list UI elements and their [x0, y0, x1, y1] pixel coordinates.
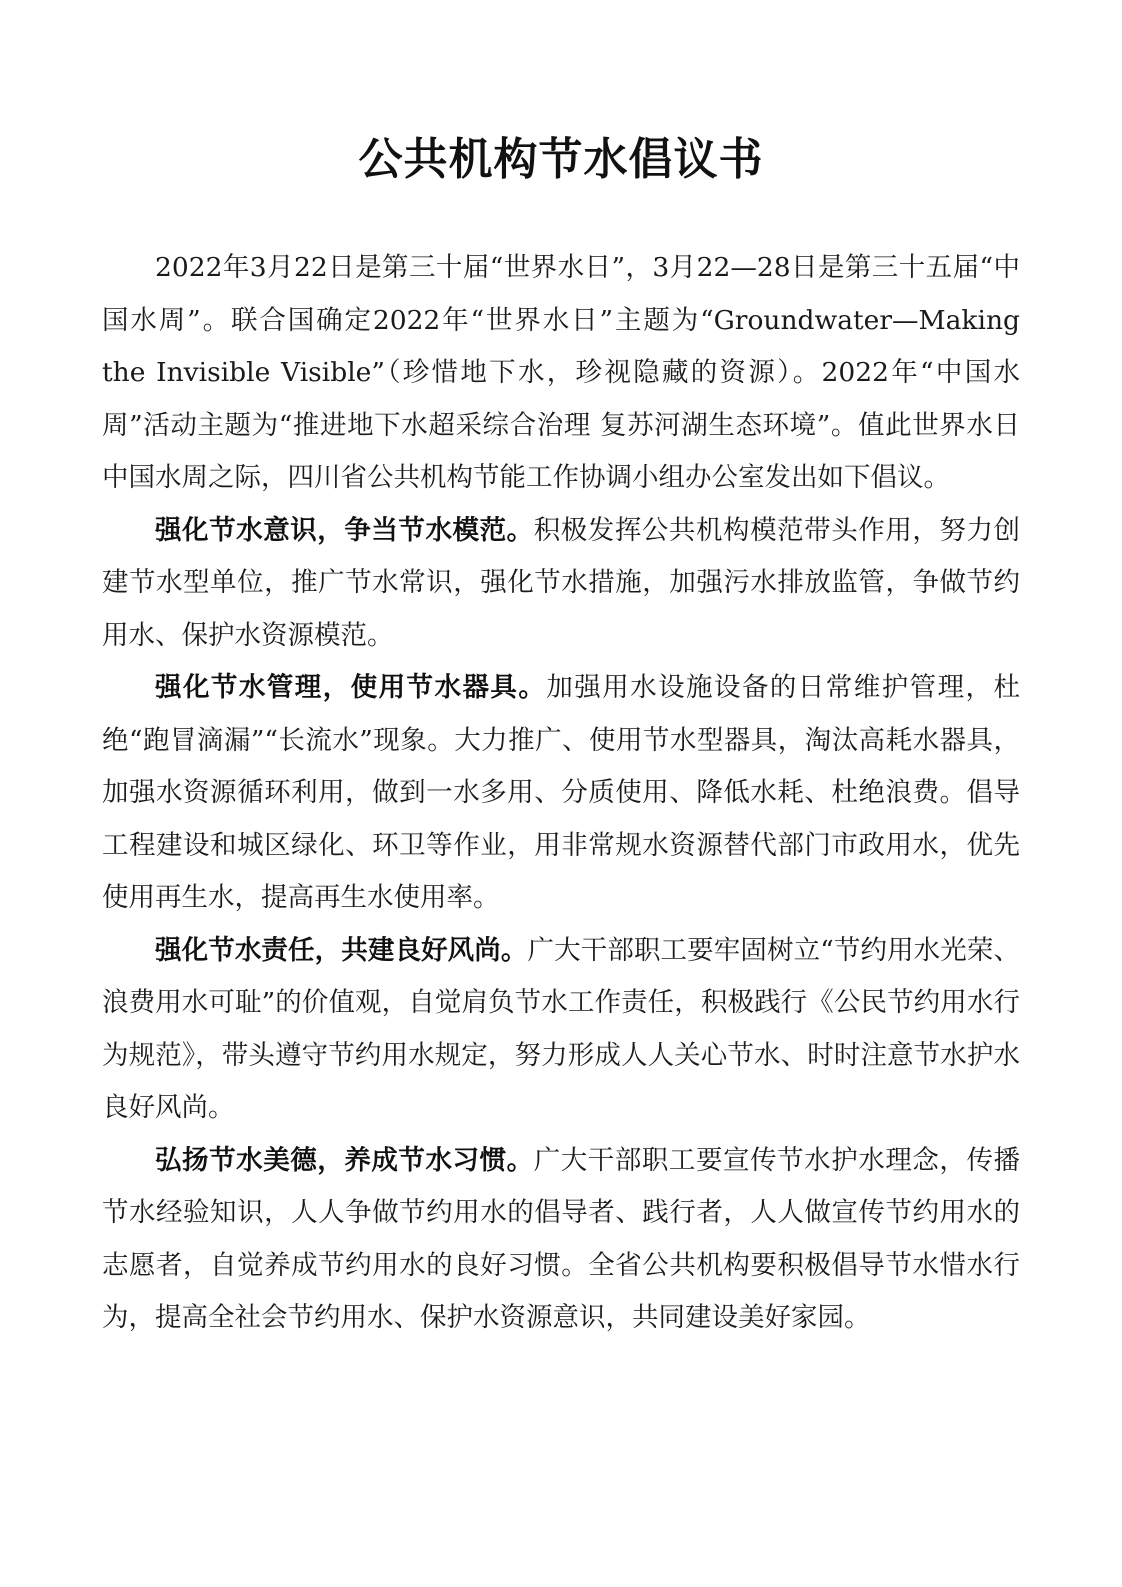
section-heading-water-responsibility: 强化节水责任，共建良好风尚。 — [155, 934, 528, 966]
section-heading-water-virtue: 弘扬节水美德，养成节水习惯。 — [155, 1144, 534, 1176]
document-title: 公共机构节水倡议书 — [358, 134, 764, 185]
section-paragraph-water-responsibility — [102, 925, 1020, 1135]
section-heading-water-management: 强化节水管理，使用节水器具。 — [155, 672, 547, 703]
section-body-water-management: 加强用水设施设备的日常维护管理，杜绝“跑冒滴漏”“长流水”现象。大力推广、使用节水型器具，淘汰高耗水器具，加强水资源循环利用，做到一水多用、分质使用、降低水耗、杜绝浪费。倡导工程建设和城区绿化、环卫等作业，用非常规水资源替代部门市政用水，优先使用再生水，提高再生水使用率。 — [102, 672, 1021, 913]
section-paragraph-water-virtue — [102, 1135, 1020, 1345]
section-heading-water-awareness: 强化节水意识，争当节水模范。 — [155, 514, 534, 546]
section-body-water-awareness: 积极发挥公共机构模范带头作用，努力创建节水型单位，推广节水常识，强化节水措施，加强污水排放监管，争做节约用水、保护水资源模范。 — [102, 514, 1021, 651]
document-page — [102, 130, 1020, 1345]
section-paragraph-water-management — [102, 662, 1020, 925]
section-paragraph-water-awareness — [102, 505, 1020, 663]
section-body-water-virtue: 广大干部职工要宣传节水护水理念，传播节水经验知识，人人争做节约用水的倡导者、践行者，人人做宣传节约用水的志愿者，自觉养成节约用水的良好习惯。全省公共机构要积极倡导节水惜水行为，提高全社会节约用水、保护水资源意识，共同建设美好家园。 — [102, 1144, 1021, 1333]
section-body-water-responsibility: 广大干部职工要牢固树立“节约用水光荣、浪费用水可耻”的价值观，自觉肩负节水工作责任，积极践行《公民节约用水行为规范》，带头遵守节约用水规定，努力形成人人关心节水、时时注意节水护水良好风尚。 — [102, 934, 1020, 1123]
intro-paragraph: 2022年3月22日是第三十届“世界水日”，3月22—28日是第三十五届“中国水周”。联合国确定2022年“世界水日”主题为“Groundwater—Making the Invisible Visible”（珍惜地下水，珍视隐藏的资源）。2022年“中国水周”活动主题为“推进地下水超采综合治理 复苏河湖生态环境”。值此世界水日中国水周之际，四川省公共机构节能工作协调小组办公室发出如下倡议。 — [102, 252, 1020, 493]
